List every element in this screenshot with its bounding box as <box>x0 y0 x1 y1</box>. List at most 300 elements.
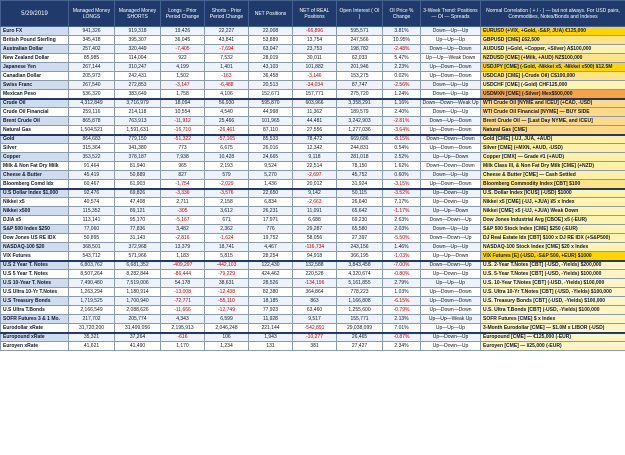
net-cell: 1,943 <box>249 333 293 342</box>
trend-cell: Up—Down—Down <box>421 126 481 135</box>
oi-pct-cell: -5.50% <box>383 234 421 243</box>
shorts-change-cell: 7,532 <box>205 54 249 63</box>
net-real-cell: 863 <box>293 297 337 306</box>
longs-change-cell: -3,147 <box>161 81 205 90</box>
shorts-cell: 61,903 <box>115 180 161 189</box>
shorts-cell: 31,143 <box>115 234 161 243</box>
col-header-shorts[interactable]: Managed Money SHORTS <box>115 1 161 27</box>
oi-pct-cell: 2.63% <box>383 216 421 225</box>
correlation-cell: DJ Real Estate Idx [CBT] $100 x DJ RE IDX (+S&P500) <box>481 234 625 243</box>
instrument-name: VIX Futures <box>1 252 69 261</box>
oi-pct-cell: 2.03% <box>383 225 421 234</box>
longs-cell: 50,895 <box>69 234 115 243</box>
shorts-change-cell: -55,110 <box>205 297 249 306</box>
col-header-longs[interactable]: Managed Money LONGS <box>69 1 115 27</box>
col-header-correlation[interactable]: Normal Correlation ( + / - ) — but not always. For USD pairs, Commodities, Notes/Bonds and Indexes <box>481 1 625 27</box>
trend-cell: Up—Down—Down <box>421 306 481 315</box>
table-row[interactable] <box>1 81 625 90</box>
net-cell: 221,144 <box>249 324 293 333</box>
net-cell: 19,752 <box>249 234 293 243</box>
trend-cell: Down—Up—Up <box>421 108 481 117</box>
instrument-name: Europound xRate <box>1 333 69 342</box>
col-header-shorts-change[interactable]: Shorts - Prior Period Change <box>205 1 249 27</box>
net-cell: 26,231 <box>249 207 293 216</box>
net-cell: 22,008 <box>249 27 293 36</box>
correlation-cell: U.S. Ultra 10-Yr T.Notes [CBT] (-USD, -Yields) $100,000 <box>481 288 625 297</box>
net-real-cell: -10,277 <box>293 333 337 342</box>
longs-change-cell: -16,710 <box>161 126 205 135</box>
shorts-cell: 205,774 <box>115 315 161 324</box>
oi-pct-cell: 2.13% <box>383 315 421 324</box>
oi-pct-cell: -3.15% <box>383 180 421 189</box>
correlation-cell: Dow Jones Industrial Avg [CBOE] x5 (-EUR) <box>481 216 625 225</box>
instrument-name: Swiss Franc <box>1 81 69 90</box>
shorts-cell: 395,307 <box>115 36 161 45</box>
instrument-name: Euroyen xRate <box>1 342 69 351</box>
shorts-cell: 242,431 <box>115 72 161 81</box>
trend-cell: Down—Up—Up <box>421 225 481 234</box>
correlation-cell: S&P 500 Stock Index [CME] $250 (-EUR) <box>481 225 625 234</box>
net-cell: 6,834 <box>249 198 293 207</box>
trend-cell: Up—Up—Down <box>421 252 481 261</box>
shorts-cell: 272,853 <box>115 81 161 90</box>
shorts-change-cell: 22,227 <box>205 27 249 36</box>
shorts-cell: 341,380 <box>115 144 161 153</box>
oi-pct-cell: 2.40% <box>383 108 421 117</box>
open-interest-cell: 27,397 <box>337 234 383 243</box>
oi-pct-cell: 0.02% <box>383 72 421 81</box>
trend-cell: Down—Up—Down <box>421 117 481 126</box>
trend-cell: Up—Down—Down <box>421 72 481 81</box>
table-row[interactable] <box>1 306 625 315</box>
shorts-change-cell: -442,103 <box>205 261 249 270</box>
correlation-cell: Natural Gas [CME] <box>481 126 625 135</box>
oi-pct-cell: 2.34% <box>383 342 421 351</box>
shorts-cell: 1,180,914 <box>115 288 161 297</box>
trend-cell: Up—Up—Down <box>421 207 481 216</box>
trend-cell: Up—Down—Down <box>421 144 481 153</box>
longs-change-cell: 1,183 <box>161 252 205 261</box>
net-cell: 63,047 <box>249 45 293 54</box>
longs-change-cell: -305 <box>161 207 205 216</box>
table-row[interactable] <box>1 180 625 189</box>
net-cell: 44,998 <box>249 108 293 117</box>
oi-pct-cell: -0.87% <box>383 333 421 342</box>
net-real-cell: -134,196 <box>293 279 337 288</box>
net-real-cell: -66,896 <box>293 27 337 36</box>
longs-change-cell: -5,167 <box>161 216 205 225</box>
net-real-cell: 30,011 <box>293 54 337 63</box>
table-row[interactable] <box>1 144 625 153</box>
longs-cell: 865,878 <box>69 117 115 126</box>
table-row[interactable] <box>1 63 625 72</box>
net-cell: 17,971 <box>249 216 293 225</box>
col-header-oi-pct[interactable]: OI Price % Change <box>383 1 421 27</box>
net-real-cell: 58,056 <box>293 234 337 243</box>
oi-pct-cell: 7.17% <box>383 198 421 207</box>
net-cell: 28,526 <box>249 279 293 288</box>
table-row[interactable] <box>1 126 625 135</box>
correlation-cell: AUDUSD (+Gold, +Copper, +Silver) A$100,000 <box>481 45 625 54</box>
net-real-cell: 220,528 <box>293 270 337 279</box>
shorts-change-cell: -26,461 <box>205 126 249 135</box>
longs-cell: 6,803,762 <box>69 261 115 270</box>
instrument-name: U.S Dollar Index $1,000 <box>1 189 69 198</box>
oi-pct-cell: 0.54% <box>383 144 421 153</box>
shorts-change-cell: 3,612 <box>205 207 249 216</box>
net-cell: 776 <box>249 225 293 234</box>
longs-cell: 45,419 <box>69 171 115 180</box>
shorts-change-cell: -7,694 <box>205 45 249 54</box>
table-row[interactable] <box>1 270 625 279</box>
longs-change-cell: 18,094 <box>161 99 205 108</box>
correlation-cell: Bloomberg Commodity Index [CBT] $100 <box>481 180 625 189</box>
longs-change-cell: 2,711 <box>161 198 205 207</box>
longs-cell: 60,467 <box>69 180 115 189</box>
table-row[interactable] <box>1 27 625 36</box>
oi-pct-cell: -6.15% <box>383 297 421 306</box>
longs-cell: 543,712 <box>69 252 115 261</box>
net-cell: 28,019 <box>249 54 293 63</box>
correlation-cell: 3-Month Eurodollar [CME] — $1.0M x LIBOR (-USD) <box>481 324 625 333</box>
open-interest-cell: 50,115 <box>337 189 383 198</box>
shorts-cell: 89,121 <box>115 207 161 216</box>
table-row[interactable] <box>1 135 625 144</box>
table-row[interactable] <box>1 198 625 207</box>
net-cell: 36,458 <box>249 72 293 81</box>
oi-pct-cell: 10.95% <box>383 36 421 45</box>
longs-cell: 267,540 <box>69 81 115 90</box>
instrument-name: Copper <box>1 153 69 162</box>
shorts-change-cell: 4,540 <box>205 108 249 117</box>
shorts-change-cell: 56,930 <box>205 99 249 108</box>
net-real-cell: -2,663 <box>293 198 337 207</box>
net-real-cell: 23,753 <box>293 45 337 54</box>
correlation-cell: WTI Crude Oil Financial [NYME] — BUY SIDE <box>481 108 625 117</box>
table-row[interactable] <box>1 297 625 306</box>
correlation-cell: USDCAD [CME] (-Crude Oil) C$100,000 <box>481 72 625 81</box>
instrument-name: Japanese Yen <box>1 63 69 72</box>
table-row[interactable] <box>1 117 625 126</box>
net-real-cell: 44,481 <box>293 117 337 126</box>
trend-cell: Up—Down—Up <box>421 198 481 207</box>
table-row[interactable] <box>1 54 625 63</box>
open-interest-cell: 244,831 <box>337 144 383 153</box>
shorts-cell: 41,490 <box>115 342 161 351</box>
net-cell: 424,462 <box>249 270 293 279</box>
oi-pct-cell: 2.52% <box>383 153 421 162</box>
open-interest-cell: 1,166,808 <box>337 297 383 306</box>
longs-cell: 1,504,521 <box>69 126 115 135</box>
oi-pct-cell: 2.79% <box>383 279 421 288</box>
shorts-change-cell: -79,229 <box>205 270 249 279</box>
shorts-cell: 763,913 <box>115 117 161 126</box>
col-header-open-interest[interactable]: Open Interest ( OI ) <box>337 1 383 27</box>
shorts-cell: 81,940 <box>115 162 161 171</box>
table-row[interactable] <box>1 36 625 45</box>
col-header-longs-change[interactable]: Longs - Prior Period Change <box>161 1 205 27</box>
longs-cell: 35,321 <box>69 333 115 342</box>
correlation-cell: U.S. Treasury Bonds [CBT] (-USD, -Yields) $100,000 <box>481 297 625 306</box>
shorts-cell: 1,700,940 <box>115 297 161 306</box>
trend-cell: Up—Down—Down <box>421 180 481 189</box>
shorts-change-cell: 6,675 <box>205 144 249 153</box>
longs-cell: 115,352 <box>69 207 115 216</box>
table-row[interactable] <box>1 315 625 324</box>
shorts-change-cell: -2,029 <box>205 180 249 189</box>
net-real-cell: 94,918 <box>293 252 337 261</box>
net-real-cell: 9,118 <box>293 153 337 162</box>
shorts-change-cell: 2,046,248 <box>205 324 249 333</box>
longs-cell: 217,702 <box>69 315 115 324</box>
table-row[interactable] <box>1 234 625 243</box>
shorts-change-cell: -6,488 <box>205 81 249 90</box>
trend-cell: Up—Up—Down <box>421 153 481 162</box>
net-real-cell: -34,034 <box>293 81 337 90</box>
longs-cell: 85,985 <box>69 54 115 63</box>
shorts-change-cell: 1,234 <box>205 342 249 351</box>
oi-pct-cell: -3.52% <box>383 189 421 198</box>
longs-cell: 41,621 <box>69 342 115 351</box>
trend-cell: Up—Down—Up <box>421 342 481 351</box>
open-interest-cell: 87,747 <box>337 81 383 90</box>
net-real-cell: 20,012 <box>293 180 337 189</box>
instrument-name: U.S 5 Year T. Notes <box>1 270 69 279</box>
shorts-change-cell: -1,624 <box>205 234 249 243</box>
instrument-name: U.S Ultra T.Bonds <box>1 306 69 315</box>
longs-cell: 368,501 <box>69 243 115 252</box>
correlation-cell: Nikkei [CME] x5 (-UJ, +JUA) Weak Down <box>481 207 625 216</box>
table-row[interactable] <box>1 153 625 162</box>
longs-cell: 536,320 <box>69 90 115 99</box>
instrument-name: Nikkei x500 <box>1 207 69 216</box>
col-header-net[interactable]: NET Positions <box>249 1 293 27</box>
table-row[interactable] <box>1 108 625 117</box>
oi-pct-cell: -2.56% <box>383 81 421 90</box>
table-row[interactable] <box>1 261 625 270</box>
open-interest-cell: 4,320,674 <box>337 270 383 279</box>
trend-cell: Down—Down—Weak Up <box>422 100 479 107</box>
longs-cell: 1,719,525 <box>69 297 115 306</box>
net-real-cell: 364,864 <box>293 288 337 297</box>
instrument-name: Silver <box>1 144 69 153</box>
correlation-cell: USDMXN [CME] (-Silver) Mex$500,000 <box>481 90 625 99</box>
table-row[interactable] <box>1 225 625 234</box>
longs-cell: 7,490,480 <box>69 279 115 288</box>
net-real-cell: -116,734 <box>293 243 337 252</box>
trend-cell: Up—Up—Up <box>421 324 481 333</box>
net-cell: 18,185 <box>249 297 293 306</box>
longs-cell: 205,973 <box>69 72 115 81</box>
net-real-cell: -542,891 <box>293 324 337 333</box>
correlation-cell: Brent Crude Oil — [Last Day NYME, and ICEU] <box>481 117 625 126</box>
instrument-name: Crude Oil <box>1 99 69 108</box>
longs-change-cell: -13,008 <box>161 288 205 297</box>
trend-cell: Up—Up—Up <box>421 36 481 45</box>
net-cell: 9,524 <box>249 162 293 171</box>
longs-change-cell: 1,502 <box>161 72 205 81</box>
table-row[interactable] <box>1 279 625 288</box>
net-cell: 53,889 <box>249 36 293 45</box>
net-real-cell: 29,287 <box>293 225 337 234</box>
open-interest-cell: 201,946 <box>337 63 383 72</box>
table-row[interactable] <box>1 72 625 81</box>
correlation-cell: SOFR Futures [CME] $ x Index <box>481 315 625 324</box>
longs-change-cell: 10,554 <box>161 108 205 117</box>
table-row[interactable] <box>1 207 625 216</box>
net-cell: 85,533 <box>249 135 293 144</box>
col-header-net-real[interactable]: NET of REAL Positions <box>293 1 337 27</box>
instrument-name: S&P 500 Index $250 <box>1 225 69 234</box>
longs-cell: 257,402 <box>69 45 115 54</box>
oi-pct-cell: 3.81% <box>383 27 421 36</box>
table-row[interactable] <box>1 45 625 54</box>
shorts-cell: 320,449 <box>115 45 161 54</box>
longs-change-cell: 2,195,913 <box>161 324 205 333</box>
shorts-cell: 47,408 <box>115 198 161 207</box>
trend-cell: Down—Down—Up <box>421 234 481 243</box>
open-interest-cell: 26,640 <box>337 198 383 207</box>
trend-cell: Up—Down—Down <box>421 288 481 297</box>
instrument-name: New Zealand Dollar <box>1 54 69 63</box>
instrument-name: Euro FX <box>1 27 69 36</box>
table-row[interactable] <box>1 288 625 297</box>
table-row[interactable] <box>1 324 625 333</box>
open-interest-cell: 69,230 <box>337 216 383 225</box>
open-interest-cell: 26,465 <box>337 333 383 342</box>
table-row[interactable] <box>1 171 625 180</box>
trend-cell: Up—Down—Down <box>421 297 481 306</box>
longs-cell: 91,464 <box>69 162 115 171</box>
shorts-cell: 372,968 <box>115 243 161 252</box>
oi-pct-cell: -0.79% <box>383 306 421 315</box>
shorts-cell: 779,150 <box>115 135 161 144</box>
correlation-cell: NZDUSD [CME] (+Milk, +AUD) NZ$100,000 <box>481 54 625 63</box>
open-interest-cell: 669,686 <box>337 135 383 144</box>
shorts-change-cell: 6,599 <box>205 315 249 324</box>
table-row[interactable] <box>1 216 625 225</box>
oi-pct-cell: 2.23% <box>383 63 421 72</box>
trend-cell: Down—Down—Up <box>421 216 481 225</box>
open-interest-cell: 45,752 <box>337 171 383 180</box>
table-row[interactable] <box>1 99 625 108</box>
instrument-name: U.S 2 Year T. Notes <box>1 261 69 270</box>
col-header-trend[interactable]: 3-Week Trend: Positions — OI — Spreads <box>421 1 481 27</box>
longs-cell: 267,144 <box>69 63 115 72</box>
instrument-name: Canadian Dollar <box>1 72 69 81</box>
oi-pct-cell: -0.80% <box>383 270 421 279</box>
trend-cell: Down—Up—Up <box>421 171 481 180</box>
longs-change-cell: 773 <box>161 144 205 153</box>
longs-change-cell: -2,816 <box>161 234 205 243</box>
net-cell: 28,254 <box>249 252 293 261</box>
net-real-cell: 9,517 <box>293 315 337 324</box>
trend-cell: Down—Up—Up <box>421 243 481 252</box>
table-row[interactable] <box>1 333 625 342</box>
table-row[interactable] <box>1 342 625 351</box>
correlation-cell: U.S. 10-Year T.Notes [CBT] (-USD, -Yields) $100,000 <box>481 279 625 288</box>
open-interest-cell: 3,242,903 <box>337 117 383 126</box>
table-row[interactable] <box>1 189 625 198</box>
net-cell: 131 <box>249 342 293 351</box>
correlation-cell: WTI Crude Oil [NYME and ICEU] (+CAD, -USD) <box>481 99 625 108</box>
longs-change-cell: 965 <box>161 162 205 171</box>
net-real-cell: 132,588 <box>293 261 337 270</box>
net-real-cell: 27,556 <box>293 126 337 135</box>
correlation-cell: Silver [CME] (+MXN, +AUD, -USD) <box>481 144 625 153</box>
table-row[interactable] <box>1 252 625 261</box>
net-cell: 595,870 <box>249 99 293 108</box>
net-cell: 24,665 <box>249 153 293 162</box>
trend-cell: Up—Down—Up <box>421 189 481 198</box>
net-real-cell: 63,460 <box>293 306 337 315</box>
longs-change-cell: 13,379 <box>161 243 205 252</box>
net-cell: 1,436 <box>249 180 293 189</box>
longs-cell: 864,683 <box>69 135 115 144</box>
shorts-cell: 6,681,352 <box>115 261 161 270</box>
table-row[interactable] <box>1 243 625 252</box>
instrument-name: Gold <box>1 135 69 144</box>
instrument-name: Eurodollar xRate <box>1 324 69 333</box>
shorts-change-cell: 25,466 <box>205 117 249 126</box>
trend-cell: Up—Up—Up <box>421 279 481 288</box>
net-cell: 77,923 <box>249 306 293 315</box>
net-real-cell: 381 <box>293 342 337 351</box>
longs-cell: 113,141 <box>69 216 115 225</box>
shorts-cell: 77,836 <box>115 225 161 234</box>
shorts-change-cell: 18,741 <box>205 243 249 252</box>
oi-pct-cell: 1.03% <box>383 288 421 297</box>
net-cell: 20,513 <box>249 81 293 90</box>
open-interest-cell: 5,161,855 <box>337 279 383 288</box>
shorts-cell: 383,649 <box>115 90 161 99</box>
correlation-cell: GBPUSD [CME] £62,500 <box>481 36 625 45</box>
open-interest-cell: 247,566 <box>337 36 383 45</box>
longs-change-cell: 19,426 <box>161 27 205 36</box>
net-real-cell: 22,514 <box>293 162 337 171</box>
oi-pct-cell: 1.24% <box>383 90 421 99</box>
net-cell: 4,467 <box>249 243 293 252</box>
trend-cell: Down—Down—Down <box>421 135 481 144</box>
shorts-cell: 69,826 <box>115 189 161 198</box>
shorts-cell: 31,499,056 <box>115 324 161 333</box>
instrument-name: Nikkei x5 <box>1 198 69 207</box>
shorts-cell: 2,088,626 <box>115 306 161 315</box>
longs-cell: 353,522 <box>69 153 115 162</box>
net-real-cell: 78,472 <box>293 135 337 144</box>
correlation-cell: USDJPY [CME] (-Gold, -Nikkei x5, -Nikkei x500) ¥12.5M <box>481 63 625 72</box>
open-interest-cell: 243,156 <box>337 243 383 252</box>
shorts-change-cell: -3,576 <box>205 189 249 198</box>
longs-change-cell: -86,444 <box>161 270 205 279</box>
longs-change-cell: 922 <box>161 54 205 63</box>
correlation-cell: U.S. Dollar Index [ICUS] (-USD) $1000 <box>481 189 625 198</box>
trend-cell: Up—Up—Weak Down <box>421 54 481 63</box>
shorts-cell: 919,318 <box>115 27 161 36</box>
longs-change-cell: 36,045 <box>161 36 205 45</box>
shorts-change-cell: 43,841 <box>205 36 249 45</box>
correlation-cell: Gold [CME] (-UJ, JUA, +AUD) <box>481 135 625 144</box>
shorts-cell: 3,716,979 <box>115 99 161 108</box>
shorts-change-cell: 2,158 <box>205 198 249 207</box>
table-row[interactable] <box>1 90 625 99</box>
table-row[interactable] <box>1 162 625 171</box>
longs-change-cell: 1,758 <box>161 90 205 99</box>
report-date: 5/29/2019 <box>1 1 69 27</box>
correlation-cell: U.S. Ultra T.Bonds [CBT] (-USD, -Yields) $100,000 <box>481 306 625 315</box>
net-real-cell: 13,754 <box>293 36 337 45</box>
open-interest-cell: 78,150 <box>337 162 383 171</box>
